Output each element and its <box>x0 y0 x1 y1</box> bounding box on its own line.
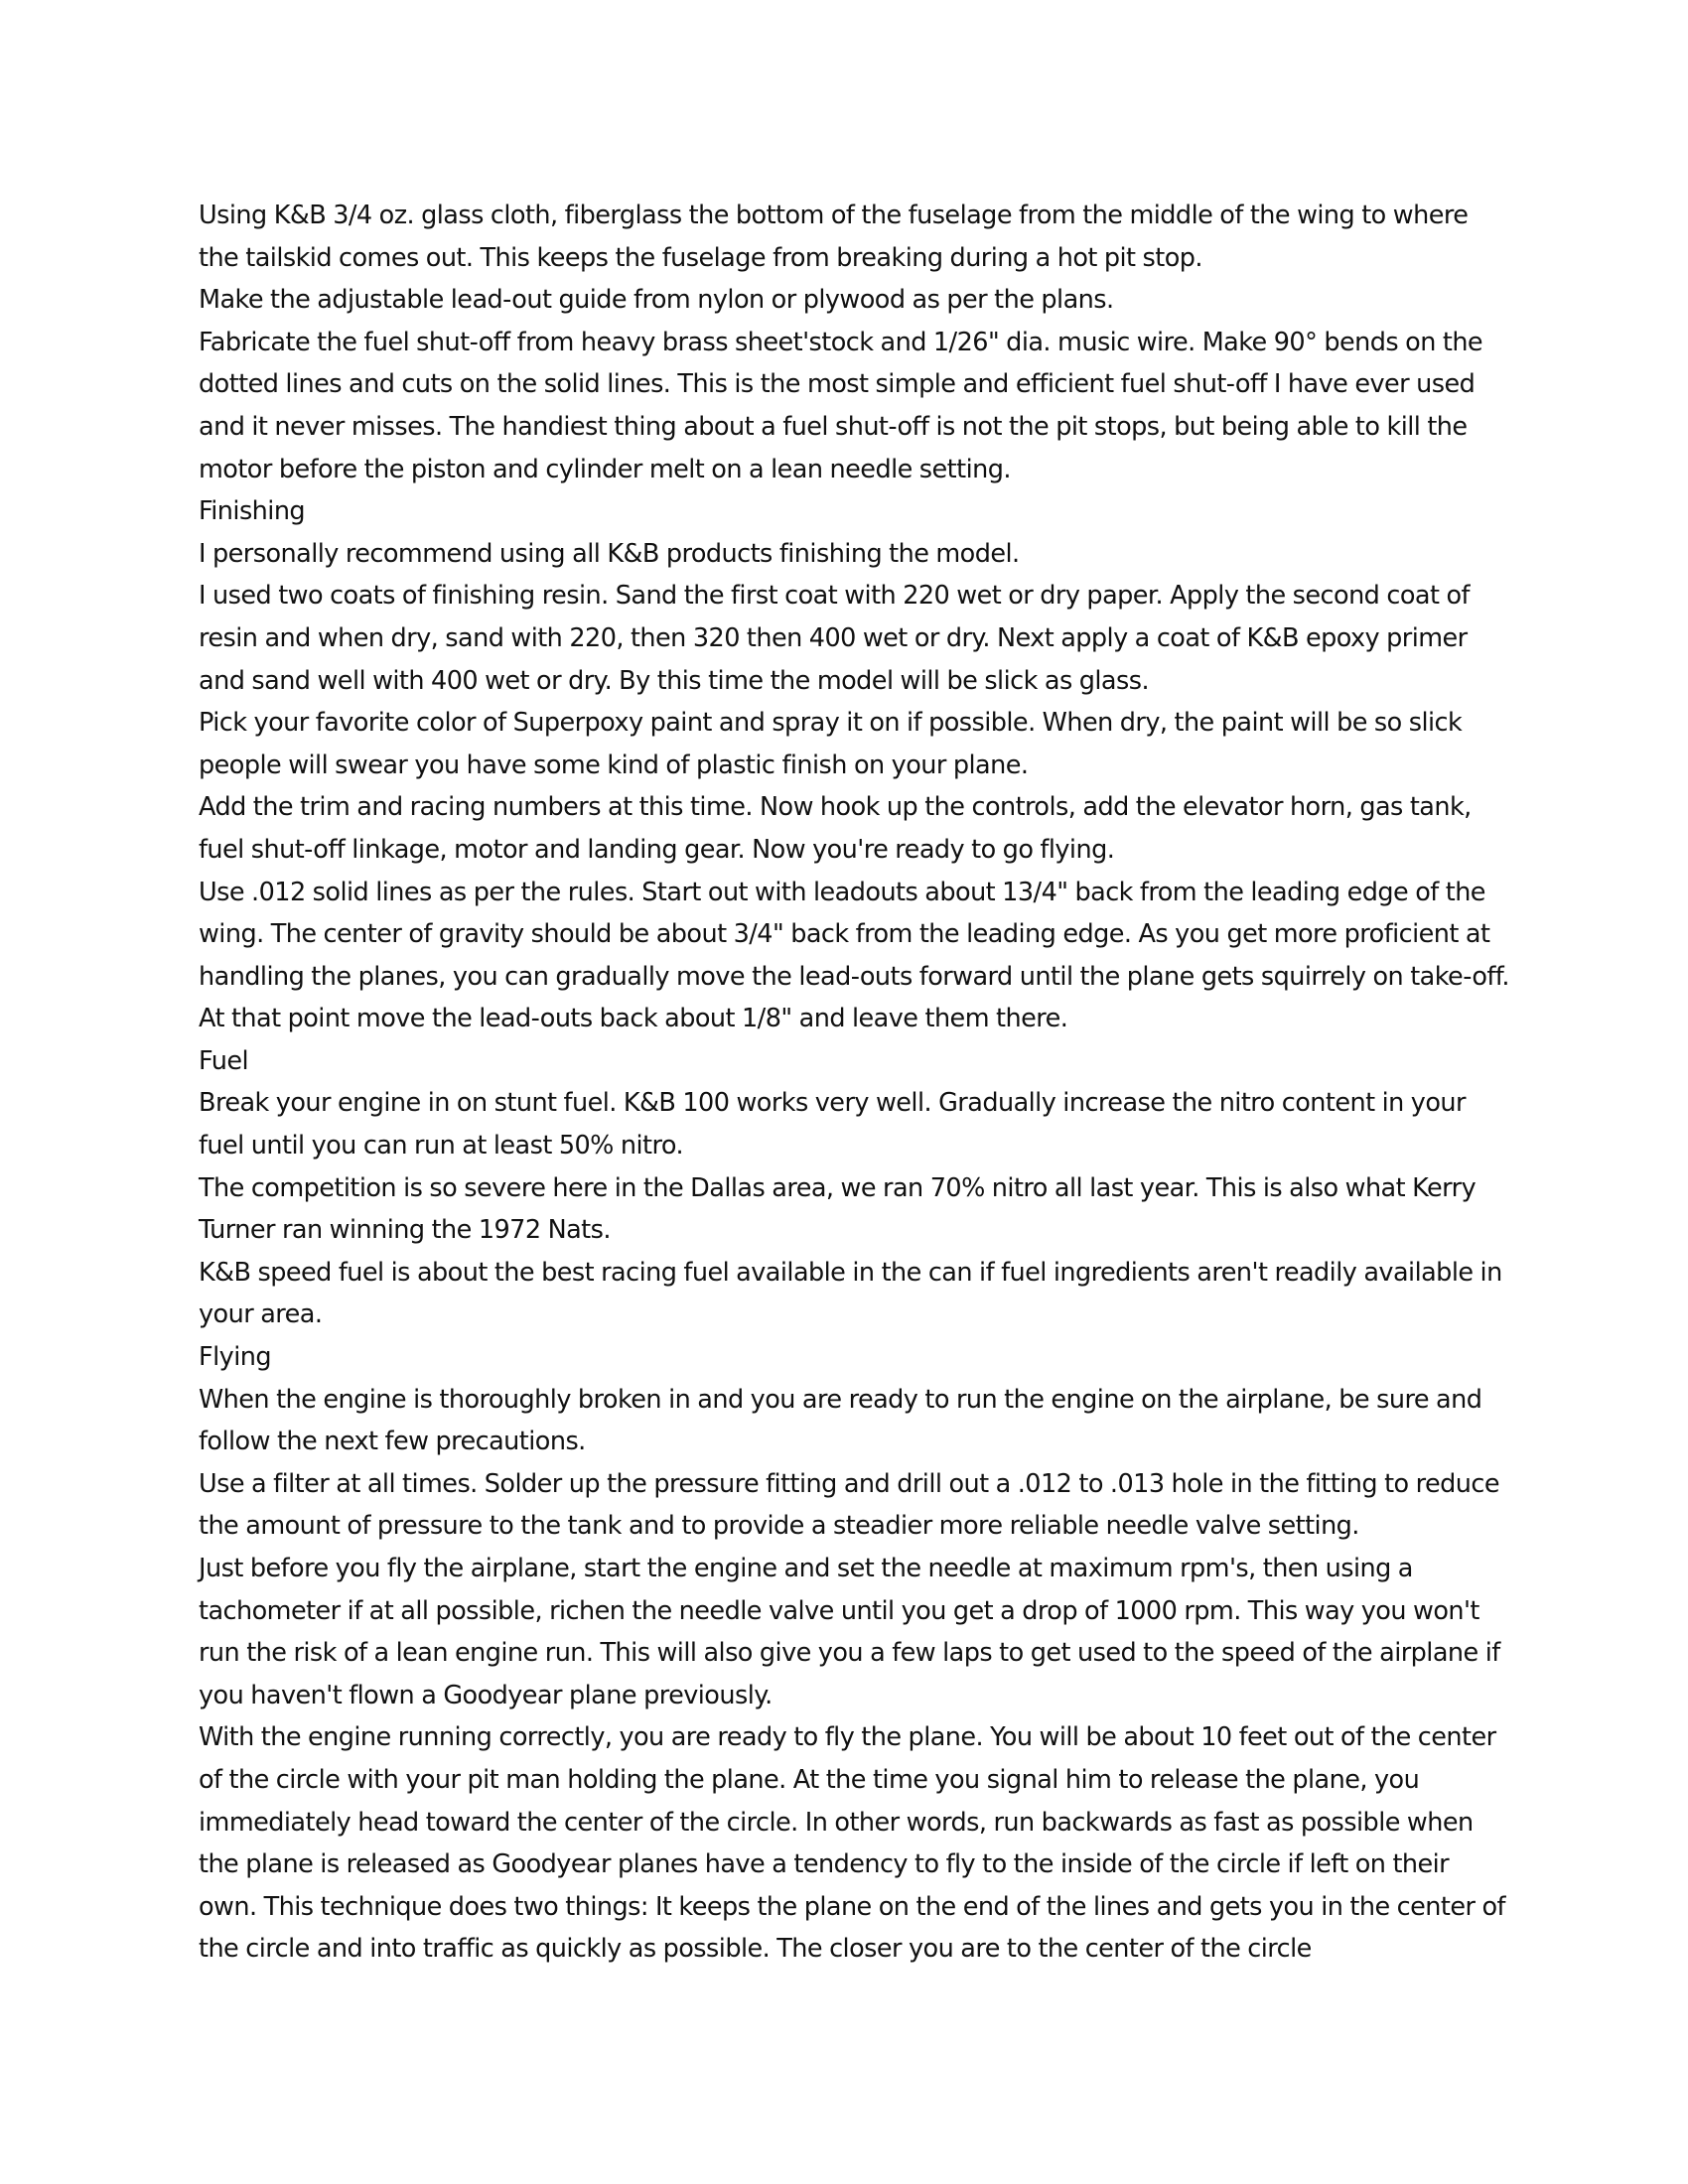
paragraph-leadout-guide: Make the adjustable lead-out guide from nylon or plywood as per the plans. <box>199 285 1114 316</box>
paragraph-competition: The competition is so severe here in the Dallas area, we ran 70% nitro all last year. This is also what Kerry Turner ran winning the 1972 Nats. <box>199 1172 1477 1246</box>
paragraph-recommend-products: I personally recommend using all K&B products finishing the model. <box>199 538 1020 569</box>
heading-fuel: Fuel <box>199 1045 249 1076</box>
paragraph-fuel-shutoff: Fabricate the fuel shut-off from heavy brass sheet'stock and 1/26" dia. music wire. Make 90° bends on the dotted lines and cuts on the solid lines. This is the most simple and efficient fuel shut-off I have ever used and it never misses. The handiest thing about a fuel shut-off is not the pit stops, but being able to kill the motor before the piston and cylinder melt on a lean needle setting. <box>199 327 1483 484</box>
paragraph-fiberglass: Using K&B 3/4 oz. glass cloth, fiberglass the bottom of the fuselage from the middle of the wing to where the tailskid comes out. This keeps the fuselage from breaking during a hot pit stop. <box>199 201 1469 273</box>
heading-finishing: Finishing <box>199 496 306 527</box>
heading-flying: Flying <box>199 1342 271 1373</box>
document-page <box>199 195 1509 1971</box>
paragraph-needle-setting: Just before you fly the airplane, start the engine and set the needle at maximum rpm's, then using a tachometer if at all possible, richen the needle valve until you get a drop of 1000 rpm. This way you won't run the risk of a lean engine run. This will also give you a few laps to get used to the speed of the airplane if you haven't flown a Goodyear plane previously. <box>199 1554 1500 1710</box>
paragraph-trim-controls: Add the trim and racing numbers at this time. Now hook up the controls, add the elevator horn, gas tank, fuel shut-off linkage, motor and landing gear. Now you're ready to go flying. <box>199 792 1472 865</box>
paragraph-speed-fuel: K&B speed fuel is about the best racing fuel available in the can if fuel ingredients aren't readily available in your area. <box>199 1257 1502 1330</box>
paragraph-filter: Use a filter at all times. Solder up the pressure fitting and drill out a .012 to .013 hole in the fitting to reduce the amount of pressure to the tank and to provide a steadier more reliable needle valve setting. <box>199 1468 1500 1542</box>
paragraph-superpoxy-paint: Pick your favorite color of Superpoxy paint and spray it on if possible. When dry, the paint will be so slick people will swear you have some kind of plastic finish on your plane. <box>199 708 1463 780</box>
paragraph-solid-lines: Use .012 solid lines as per the rules. Start out with leadouts about 13/4" back from the leading edge of the wing. The center of gravity should be about 3/4" back from the leading edge. As you get more proficient at handling the planes, you can gradually move the lead-outs forward until the plane gets squirrely on take-off. At that point move the lead-outs back about 1/8" and leave them there. <box>199 877 1509 1034</box>
paragraph-release-technique: With the engine running correctly, you are ready to fly the plane. You will be about 10 feet out of the center of the circle with your pit man holding the plane. At the time you signal him to release the plane, you immediately head toward the center of the circle. In other words, run backwards as fast as possible when the plane is released as Goodyear planes have a tendency to fly to the inside of the circle if left on their own. This technique does two things: It keeps the plane on the end of the lines and gets you in the center of the circle and into traffic as quickly as possible. The closer you are to the center of the circle <box>199 1722 1505 1965</box>
paragraph-finishing-resin: I used two coats of finishing resin. Sand the first coat with 220 wet or dry paper. Apply the second coat of resin and when dry, sand with 220, then 320 then 400 wet or dry. Next apply a coat of K&B epoxy primer and sand well with 400 wet or dry. By this time the model will be slick as glass. <box>199 581 1470 696</box>
paragraph-break-in: Break your engine in on stunt fuel. K&B 100 works very well. Gradually increase the nitro content in your fuel until you can run at least 50% nitro. <box>199 1088 1466 1161</box>
paragraph-precautions: When the engine is thoroughly broken in and you are ready to run the engine on the airplane, be sure and follow the next few precautions. <box>199 1384 1482 1457</box>
